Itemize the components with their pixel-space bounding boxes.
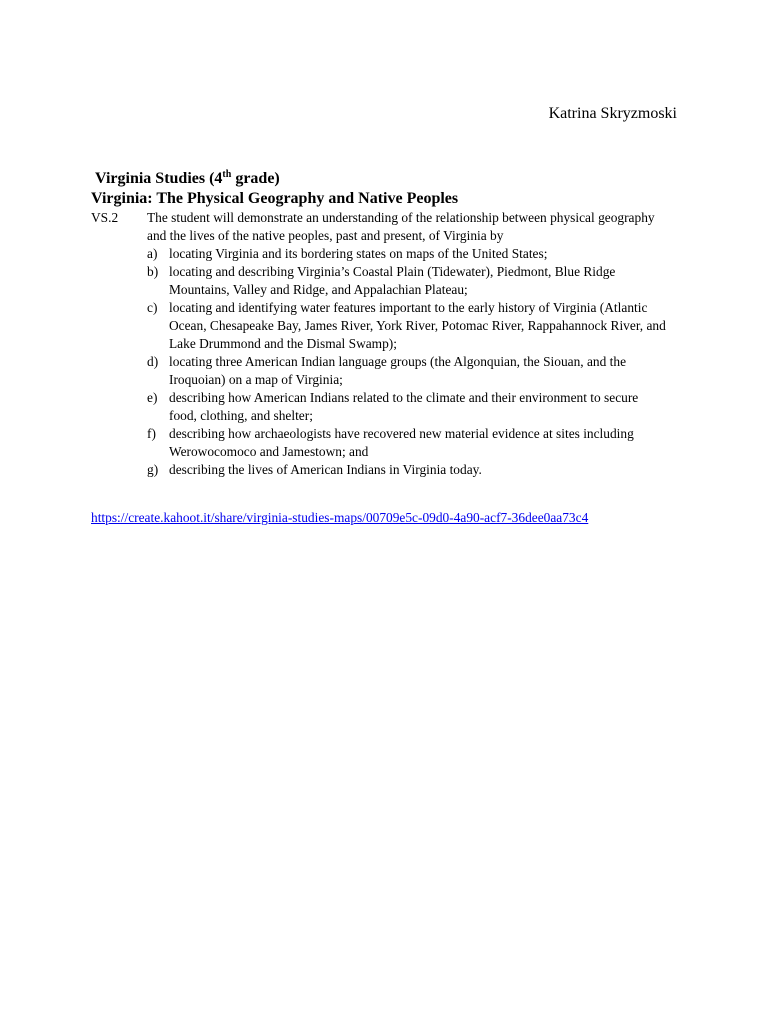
standard-text: The student will demonstrate an understanding of the relationship between physical geography and the lives of the native peoples, past and present, of Virginia by [147,210,655,243]
list-item-text: describing the lives of American Indians in Virginia today. [169,462,482,477]
list-item [147,461,669,479]
document-title [95,169,280,189]
list-marker: d) [147,354,159,369]
title-suffix: grade) [231,170,280,187]
list-item-text: locating and describing Virginia’s Coastal Plain (Tidewater), Piedmont, Blue Ridge Mountains, Valley and Ridge, and Appalachian Plateau; [169,264,616,297]
list-marker: b) [147,264,159,279]
list-item [147,425,669,461]
title-prefix: Virginia Studies (4 [95,170,223,187]
standard-list [91,245,691,479]
list-item [147,389,669,425]
list-marker: c) [147,300,158,315]
list-item [147,299,669,353]
list-item-text: describing how American Indians related to the climate and their environment to secure food, clothing, and shelter; [169,390,639,423]
list-item [147,263,669,299]
list-item [147,353,669,389]
kahoot-link[interactable]: https://create.kahoot.it/share/virginia-studies-maps/00709e5c-09d0-4a90-acf7-36dee0aa73c4 [91,510,589,525]
list-marker: e) [147,390,158,405]
list-item-text: locating three American Indian language groups (the Algonquian, the Siouan, and the Iroquoian) on a map of Virginia; [169,354,627,387]
list-marker: g) [147,462,159,477]
title-superscript: th [222,169,232,180]
list-item [147,245,669,263]
standard-code: VS.2 [91,210,119,225]
document-subtitle: Virginia: The Physical Geography and Native Peoples [91,190,459,207]
list-item-text: locating and identifying water features important to the early history of Virginia (Atlantic Ocean, Chesapeake Bay, James River, York River, Potomac River, Rappahannock River, and Lake Drummond and the Dismal Swamp); [169,300,666,351]
author-name: Katrina Skryzmoski [548,105,677,122]
list-item-text: locating Virginia and its bordering states on maps of the United States; [169,246,548,261]
list-marker: a) [147,246,158,261]
list-marker: f) [147,426,156,441]
standard-block [91,209,691,479]
list-item-text: describing how archaeologists have recovered new material evidence at sites including Werowocomoco and Jamestown; and [169,426,634,459]
